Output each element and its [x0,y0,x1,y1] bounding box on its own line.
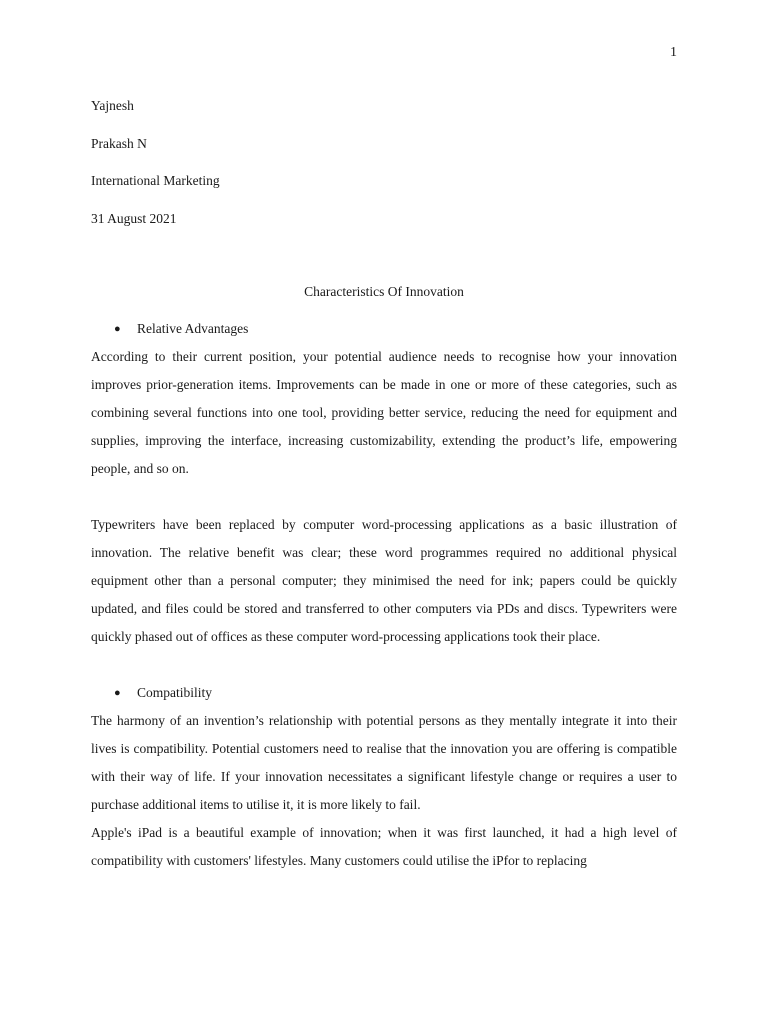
section-heading-label: Compatibility [137,685,213,700]
paragraph: According to their current position, your potential audience needs to recognise how your innovation improves prior-generation items. Improvements can be made in one or more of these categories, such as combining several functions into one tool, providing better service, reducing the need for equipment and supplies, improving the interface, increasing customizability, extending the product’s life, empowering people, and so on. [91,349,677,476]
page-number: 1 [670,45,677,60]
bullet-icon: ● [114,687,121,699]
document-date: 31 August 2021 [91,210,177,226]
paragraph: Apple's iPad is a beautiful example of innovation; when it was first launched, it had a high level of compatibility with customers' lifestyles. Many customers could utilise the iPfor to replacing [91,825,677,868]
student-name: Yajnesh [91,98,134,113]
section-heading-compatibility [91,679,677,707]
paragraph: Typewriters have been replaced by computer word-processing applications as a basic illustration of innovation. The relative benefit was clear; these word programmes required no additional physical equipment other than a personal computer; they minimised the need for ink; papers could be quickly updated, and files could be stored and transferred to other computers via PDs and discs. Typewriters were quickly phased out of offices as these computer word-processing applications took their place. [91,517,677,644]
document-title: Characteristics Of Innovation [304,284,464,299]
section-heading-relative-advantages [91,315,677,343]
paragraph: The harmony of an invention’s relationship with potential persons as they mentally integrate it into their lives is compatibility. Potential customers need to realise that the innovation you are offering is compatible with their way of life. If your innovation necessitates a significant lifestyle change or requires a user to purchase additional items to utilise it, it is more likely to fail. [91,713,677,812]
instructor-name: Prakash N [91,135,147,151]
section-heading-label: Relative Advantages [137,321,249,336]
bullet-icon: ● [114,323,121,335]
course-name: International Marketing [91,173,220,188]
document-body [91,92,677,875]
